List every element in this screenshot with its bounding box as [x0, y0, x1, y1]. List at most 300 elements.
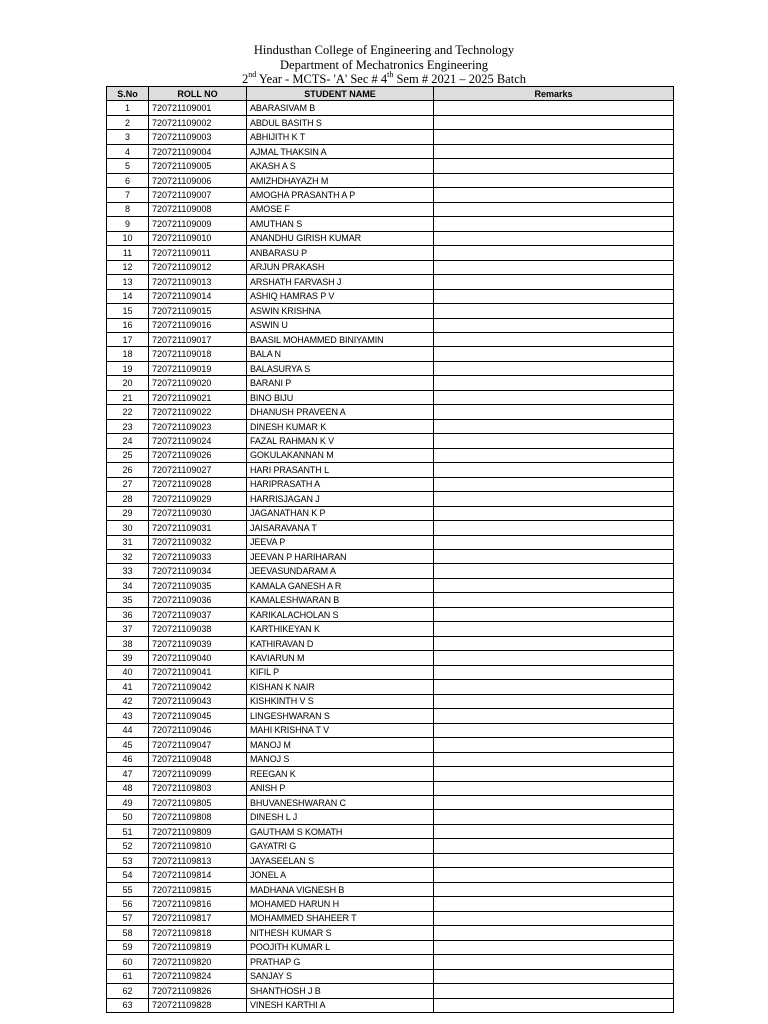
cell-sno: 14	[107, 289, 149, 303]
cell-sno: 44	[107, 723, 149, 737]
table-row	[107, 521, 674, 535]
cell-remarks	[434, 202, 674, 216]
table-row	[107, 955, 674, 969]
cell-sno: 36	[107, 607, 149, 621]
cell-remarks	[434, 984, 674, 998]
cell-roll-no: 720721109824	[149, 969, 247, 983]
cell-sno: 12	[107, 260, 149, 274]
cell-student-name: LINGESHWARAN S	[247, 709, 434, 723]
column-header-student-name: STUDENT NAME	[247, 87, 434, 101]
cell-sno: 46	[107, 752, 149, 766]
cell-sno: 17	[107, 332, 149, 346]
cell-remarks	[434, 506, 674, 520]
cell-sno: 28	[107, 492, 149, 506]
cell-roll-no: 720721109021	[149, 390, 247, 404]
table-row	[107, 390, 674, 404]
cell-remarks	[434, 622, 674, 636]
table-row	[107, 275, 674, 289]
table-row	[107, 723, 674, 737]
cell-student-name: MANOJ M	[247, 738, 434, 752]
cell-roll-no: 720721109810	[149, 839, 247, 853]
cell-sno: 18	[107, 347, 149, 361]
table-row	[107, 101, 674, 115]
cell-roll-no: 720721109005	[149, 159, 247, 173]
cell-roll-no: 720721109009	[149, 217, 247, 231]
cell-sno: 30	[107, 521, 149, 535]
cell-remarks	[434, 448, 674, 462]
cell-remarks	[434, 419, 674, 433]
cell-sno: 25	[107, 448, 149, 462]
table-row	[107, 463, 674, 477]
cell-student-name: BARANI P	[247, 376, 434, 390]
column-header-remarks: Remarks	[434, 87, 674, 101]
table-row	[107, 882, 674, 896]
cell-student-name: SANJAY S	[247, 969, 434, 983]
cell-remarks	[434, 492, 674, 506]
cell-student-name: ANANDHU GIRISH KUMAR	[247, 231, 434, 245]
cell-roll-no: 720721109030	[149, 506, 247, 520]
cell-student-name: MOHAMMED SHAHEER T	[247, 911, 434, 925]
cell-remarks	[434, 101, 674, 115]
cell-student-name: KISHKINTH V S	[247, 694, 434, 708]
cell-remarks	[434, 376, 674, 390]
cell-remarks	[434, 955, 674, 969]
cell-student-name: PRATHAP G	[247, 955, 434, 969]
cell-roll-no: 720721109042	[149, 680, 247, 694]
cell-roll-no: 720721109029	[149, 492, 247, 506]
cell-sno: 15	[107, 304, 149, 318]
cell-sno: 54	[107, 868, 149, 882]
cell-roll-no: 720721109022	[149, 405, 247, 419]
cell-student-name: ABHIJITH K T	[247, 130, 434, 144]
cell-roll-no: 720721109015	[149, 304, 247, 318]
table-row	[107, 998, 674, 1012]
cell-remarks	[434, 680, 674, 694]
cell-sno: 38	[107, 636, 149, 650]
cell-student-name: DHANUSH PRAVEEN A	[247, 405, 434, 419]
table-row	[107, 752, 674, 766]
cell-sno: 62	[107, 984, 149, 998]
cell-remarks	[434, 767, 674, 781]
cell-remarks	[434, 607, 674, 621]
table-row	[107, 231, 674, 245]
cell-roll-no: 720721109038	[149, 622, 247, 636]
cell-sno: 33	[107, 564, 149, 578]
cell-remarks	[434, 868, 674, 882]
cell-roll-no: 720721109820	[149, 955, 247, 969]
cell-roll-no: 720721109017	[149, 332, 247, 346]
cell-roll-no: 720721109001	[149, 101, 247, 115]
cell-remarks	[434, 926, 674, 940]
cell-remarks	[434, 188, 674, 202]
cell-student-name: GAUTHAM S KOMATH	[247, 824, 434, 838]
table-row	[107, 607, 674, 621]
cell-remarks	[434, 144, 674, 158]
cell-sno: 51	[107, 824, 149, 838]
cell-remarks	[434, 332, 674, 346]
cell-student-name: HARRISJAGAN J	[247, 492, 434, 506]
table-row	[107, 419, 674, 433]
cell-sno: 7	[107, 188, 149, 202]
cell-remarks	[434, 318, 674, 332]
cell-remarks	[434, 217, 674, 231]
cell-roll-no: 720721109828	[149, 998, 247, 1012]
cell-roll-no: 720721109035	[149, 578, 247, 592]
cell-sno: 22	[107, 405, 149, 419]
cell-student-name: ANISH P	[247, 781, 434, 795]
cell-student-name: HARIPRASATH A	[247, 477, 434, 491]
cell-student-name: ABARASIVAM B	[247, 101, 434, 115]
cell-roll-no: 720721109816	[149, 897, 247, 911]
cell-remarks	[434, 347, 674, 361]
cell-student-name: AMIZHDHAYAZH M	[247, 173, 434, 187]
cell-remarks	[434, 781, 674, 795]
cell-sno: 50	[107, 810, 149, 824]
cell-student-name: ASWIN U	[247, 318, 434, 332]
table-row	[107, 969, 674, 983]
cell-remarks	[434, 940, 674, 954]
table-row	[107, 506, 674, 520]
cell-roll-no: 720721109818	[149, 926, 247, 940]
cell-remarks	[434, 289, 674, 303]
cell-roll-no: 720721109803	[149, 781, 247, 795]
cell-roll-no: 720721109027	[149, 463, 247, 477]
cell-remarks	[434, 463, 674, 477]
cell-sno: 11	[107, 246, 149, 260]
cell-sno: 35	[107, 593, 149, 607]
cell-student-name: KISHAN K NAIR	[247, 680, 434, 694]
cell-sno: 9	[107, 217, 149, 231]
cell-sno: 13	[107, 275, 149, 289]
cell-remarks	[434, 521, 674, 535]
cell-student-name: JEEVAN P HARIHARAN	[247, 550, 434, 564]
cell-student-name: ARJUN PRAKASH	[247, 260, 434, 274]
cell-roll-no: 720721109808	[149, 810, 247, 824]
cell-sno: 40	[107, 665, 149, 679]
cell-roll-no: 720721109047	[149, 738, 247, 752]
table-row	[107, 188, 674, 202]
column-header-roll-no: ROLL NO	[149, 87, 247, 101]
cell-remarks	[434, 564, 674, 578]
table-row	[107, 795, 674, 809]
cell-student-name: ANBARASU P	[247, 246, 434, 260]
cell-remarks	[434, 752, 674, 766]
table-row	[107, 492, 674, 506]
cell-sno: 16	[107, 318, 149, 332]
table-row	[107, 810, 674, 824]
cell-student-name: DINESH KUMAR K	[247, 419, 434, 433]
table-row	[107, 130, 674, 144]
table-row	[107, 289, 674, 303]
cell-sno: 1	[107, 101, 149, 115]
cell-student-name: DINESH L J	[247, 810, 434, 824]
cell-sno: 5	[107, 159, 149, 173]
cell-roll-no: 720721109026	[149, 448, 247, 462]
cell-student-name: JAISARAVANA T	[247, 521, 434, 535]
cell-student-name: HARI PRASANTH L	[247, 463, 434, 477]
cell-remarks	[434, 694, 674, 708]
cell-remarks	[434, 477, 674, 491]
department-name: Department of Mechatronics Engineering	[280, 57, 488, 72]
table-row	[107, 564, 674, 578]
cell-sno: 10	[107, 231, 149, 245]
cell-roll-no: 720721109099	[149, 767, 247, 781]
cell-student-name: AMUTHAN S	[247, 217, 434, 231]
cell-student-name: REEGAN K	[247, 767, 434, 781]
year-number: 2	[241, 72, 249, 86]
cell-roll-no: 720721109012	[149, 260, 247, 274]
cell-student-name: AMOSE F	[247, 202, 434, 216]
cell-remarks	[434, 651, 674, 665]
table-row	[107, 144, 674, 158]
table-row	[107, 824, 674, 838]
cell-sno: 42	[107, 694, 149, 708]
cell-remarks	[434, 998, 674, 1012]
cell-roll-no: 720721109028	[149, 477, 247, 491]
cell-remarks	[434, 260, 674, 274]
cell-student-name: JEEVASUNDARAM A	[247, 564, 434, 578]
table-row	[107, 448, 674, 462]
table-row	[107, 651, 674, 665]
cell-roll-no: 720721109006	[149, 173, 247, 187]
cell-roll-no: 720721109010	[149, 231, 247, 245]
section-text: Year - MCTS- 'A' Sec # 4	[256, 72, 388, 86]
cell-sno: 24	[107, 434, 149, 448]
cell-student-name: KAMALESHWARAN B	[247, 593, 434, 607]
cell-roll-no: 720721109805	[149, 795, 247, 809]
cell-remarks	[434, 231, 674, 245]
cell-sno: 52	[107, 839, 149, 853]
cell-roll-no: 720721109004	[149, 144, 247, 158]
cell-remarks	[434, 709, 674, 723]
table-row	[107, 680, 674, 694]
cell-roll-no: 720721109007	[149, 188, 247, 202]
cell-sno: 39	[107, 651, 149, 665]
cell-student-name: AMOGHA PRASANTH A P	[247, 188, 434, 202]
cell-roll-no: 720721109023	[149, 419, 247, 433]
cell-sno: 2	[107, 115, 149, 129]
cell-roll-no: 720721109817	[149, 911, 247, 925]
cell-sno: 3	[107, 130, 149, 144]
cell-roll-no: 720721109032	[149, 535, 247, 549]
cell-roll-no: 720721109014	[149, 289, 247, 303]
cell-remarks	[434, 246, 674, 260]
cell-student-name: ABDUL BASITH S	[247, 115, 434, 129]
table-row	[107, 173, 674, 187]
cell-sno: 32	[107, 550, 149, 564]
cell-student-name: AJMAL THAKSIN A	[247, 144, 434, 158]
cell-sno: 53	[107, 853, 149, 867]
cell-remarks	[434, 882, 674, 896]
cell-student-name: MOHAMED HARUN H	[247, 897, 434, 911]
table-row	[107, 332, 674, 346]
cell-student-name: SHANTHOSH J B	[247, 984, 434, 998]
table-row	[107, 868, 674, 882]
table-row	[107, 361, 674, 375]
cell-roll-no: 720721109031	[149, 521, 247, 535]
cell-roll-no: 720721109813	[149, 853, 247, 867]
cell-remarks	[434, 839, 674, 853]
table-row	[107, 434, 674, 448]
table-row	[107, 926, 674, 940]
cell-roll-no: 720721109046	[149, 723, 247, 737]
table-row	[107, 202, 674, 216]
cell-sno: 61	[107, 969, 149, 983]
cell-roll-no: 720721109024	[149, 434, 247, 448]
cell-roll-no: 720721109814	[149, 868, 247, 882]
cell-remarks	[434, 853, 674, 867]
table-row	[107, 593, 674, 607]
cell-student-name: KARTHIKEYAN K	[247, 622, 434, 636]
cell-sno: 4	[107, 144, 149, 158]
cell-roll-no: 720721109034	[149, 564, 247, 578]
cell-student-name: ARSHATH FARVASH J	[247, 275, 434, 289]
table-row	[107, 246, 674, 260]
cell-roll-no: 720721109036	[149, 593, 247, 607]
cell-student-name: KIFIL P	[247, 665, 434, 679]
cell-sno: 21	[107, 390, 149, 404]
cell-remarks	[434, 593, 674, 607]
cell-remarks	[434, 897, 674, 911]
cell-sno: 49	[107, 795, 149, 809]
table-row	[107, 781, 674, 795]
cell-sno: 48	[107, 781, 149, 795]
cell-sno: 45	[107, 738, 149, 752]
cell-student-name: MADHANA VIGNESH B	[247, 882, 434, 896]
cell-sno: 31	[107, 535, 149, 549]
cell-sno: 47	[107, 767, 149, 781]
cell-roll-no: 720721109011	[149, 246, 247, 260]
cell-remarks	[434, 434, 674, 448]
cell-remarks	[434, 578, 674, 592]
cell-student-name: FAZAL RAHMAN K V	[247, 434, 434, 448]
cell-sno: 55	[107, 882, 149, 896]
table-row	[107, 738, 674, 752]
cell-remarks	[434, 361, 674, 375]
table-row	[107, 694, 674, 708]
cell-student-name: BALA N	[247, 347, 434, 361]
cell-remarks	[434, 824, 674, 838]
table-row	[107, 376, 674, 390]
cell-remarks	[434, 738, 674, 752]
cell-remarks	[434, 810, 674, 824]
class-details	[0, 69, 768, 87]
cell-student-name: KATHIRAVAN D	[247, 636, 434, 650]
column-header-sno: S.No	[107, 87, 149, 101]
cell-sno: 59	[107, 940, 149, 954]
table-row	[107, 767, 674, 781]
cell-sno: 19	[107, 361, 149, 375]
cell-sno: 6	[107, 173, 149, 187]
cell-remarks	[434, 159, 674, 173]
cell-sno: 29	[107, 506, 149, 520]
table-row	[107, 159, 674, 173]
cell-student-name: GOKULAKANNAN M	[247, 448, 434, 462]
table-row	[107, 984, 674, 998]
cell-roll-no: 720721109020	[149, 376, 247, 390]
cell-roll-no: 720721109809	[149, 824, 247, 838]
table-row	[107, 260, 674, 274]
cell-sno: 56	[107, 897, 149, 911]
cell-roll-no: 720721109040	[149, 651, 247, 665]
cell-remarks	[434, 304, 674, 318]
cell-remarks	[434, 535, 674, 549]
cell-roll-no: 720721109016	[149, 318, 247, 332]
cell-sno: 8	[107, 202, 149, 216]
batch-text: Sem # 2021 – 2025 Batch	[393, 72, 526, 86]
cell-student-name: KAVIARUN M	[247, 651, 434, 665]
cell-sno: 58	[107, 926, 149, 940]
table-body	[107, 101, 674, 1013]
cell-remarks	[434, 405, 674, 419]
cell-remarks	[434, 795, 674, 809]
cell-roll-no: 720721109815	[149, 882, 247, 896]
cell-student-name: MANOJ S	[247, 752, 434, 766]
table-row	[107, 115, 674, 129]
cell-sno: 34	[107, 578, 149, 592]
table-row	[107, 304, 674, 318]
table-row	[107, 709, 674, 723]
cell-remarks	[434, 115, 674, 129]
student-roster-table	[106, 86, 674, 1013]
cell-student-name: AKASH A S	[247, 159, 434, 173]
table-row	[107, 665, 674, 679]
cell-remarks	[434, 550, 674, 564]
cell-student-name: GAYATRI G	[247, 839, 434, 853]
document-header	[0, 43, 768, 87]
table-row	[107, 535, 674, 549]
cell-remarks	[434, 969, 674, 983]
cell-student-name: NITHESH KUMAR S	[247, 926, 434, 940]
cell-sno: 23	[107, 419, 149, 433]
cell-roll-no: 720721109048	[149, 752, 247, 766]
cell-student-name: KAMALA GANESH A R	[247, 578, 434, 592]
cell-roll-no: 720721109043	[149, 694, 247, 708]
cell-remarks	[434, 390, 674, 404]
table-row	[107, 405, 674, 419]
table-row	[107, 578, 674, 592]
cell-roll-no: 720721109819	[149, 940, 247, 954]
cell-roll-no: 720721109037	[149, 607, 247, 621]
cell-student-name: BALASURYA S	[247, 361, 434, 375]
cell-roll-no: 720721109013	[149, 275, 247, 289]
table-row	[107, 940, 674, 954]
cell-sno: 41	[107, 680, 149, 694]
table-row	[107, 636, 674, 650]
cell-roll-no: 720721109039	[149, 636, 247, 650]
cell-student-name: MAHI KRISHNA T V	[247, 723, 434, 737]
cell-roll-no: 720721109033	[149, 550, 247, 564]
table-row	[107, 853, 674, 867]
cell-roll-no: 720721109826	[149, 984, 247, 998]
table-row	[107, 897, 674, 911]
cell-sno: 20	[107, 376, 149, 390]
cell-student-name: JEEVA P	[247, 535, 434, 549]
cell-sno: 63	[107, 998, 149, 1012]
cell-sno: 60	[107, 955, 149, 969]
cell-student-name: VINESH KARTHI A	[247, 998, 434, 1012]
table-header-row	[107, 87, 674, 101]
cell-roll-no: 720721109019	[149, 361, 247, 375]
cell-student-name: JAYASEELAN S	[247, 853, 434, 867]
cell-roll-no: 720721109045	[149, 709, 247, 723]
year-suffix: nd	[248, 69, 257, 79]
cell-roll-no: 720721109008	[149, 202, 247, 216]
cell-remarks	[434, 130, 674, 144]
cell-sno: 43	[107, 709, 149, 723]
table-row	[107, 347, 674, 361]
cell-student-name: POOJITH KUMAR L	[247, 940, 434, 954]
